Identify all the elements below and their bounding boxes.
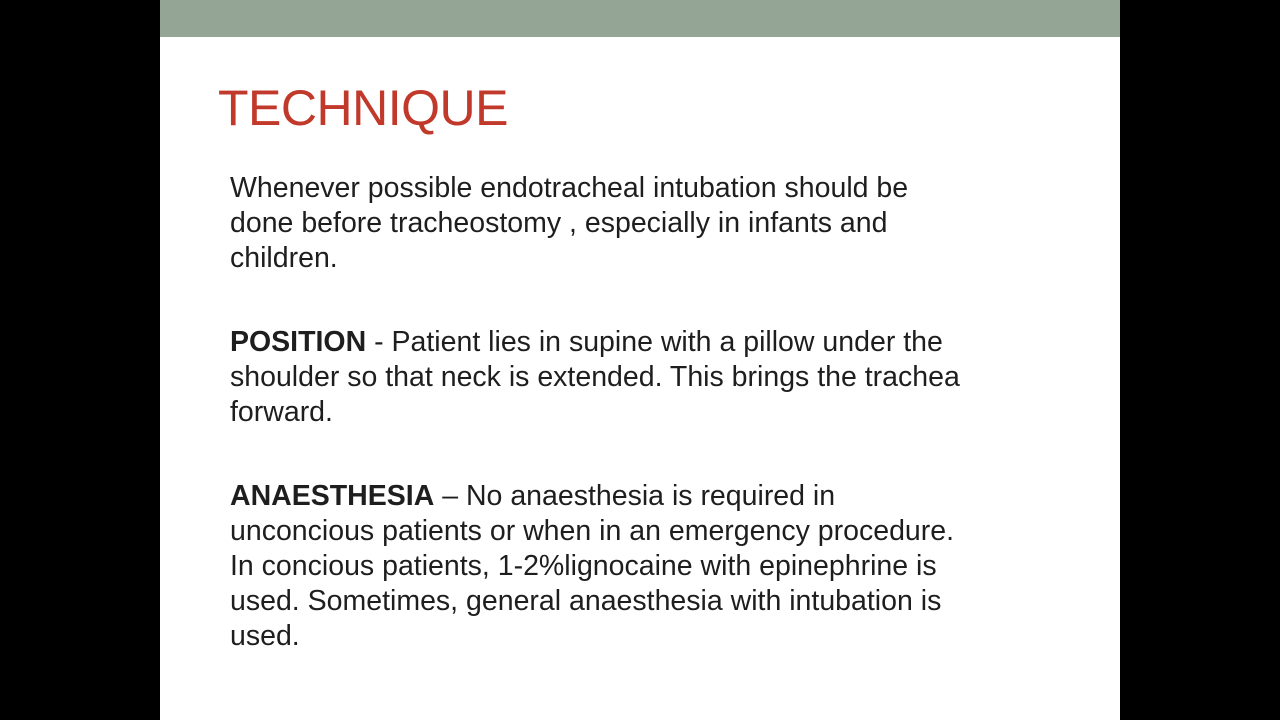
intro-paragraph — [230, 171, 1070, 276]
anaesthesia-term: ANAESTHESIA — [230, 480, 435, 512]
anaesthesia-paragraph — [230, 479, 1070, 654]
anaesthesia-separator: – — [434, 480, 466, 512]
position-text: Patient lies in supine with a pillow under the shoulder so that neck is extended. This brings the trachea forward. — [230, 326, 960, 428]
slide-title: TECHNIQUE — [218, 80, 508, 136]
position-term: POSITION — [230, 326, 367, 358]
slide — [160, 0, 1120, 720]
anaesthesia-text: No anaesthesia is required in unconcious patients or when in an emergency procedure. In concious patients, 1-2%lignocaine with epinephrine is used. Sometimes, general anaesthesia with intubation is used. — [230, 480, 955, 652]
position-paragraph — [230, 325, 1070, 430]
intro-text: Whenever possible endotracheal intubation should be done before tracheostomy , especially in infants and children. — [230, 172, 909, 274]
position-separator: - — [366, 326, 392, 358]
slide-top-bar — [160, 0, 1120, 37]
